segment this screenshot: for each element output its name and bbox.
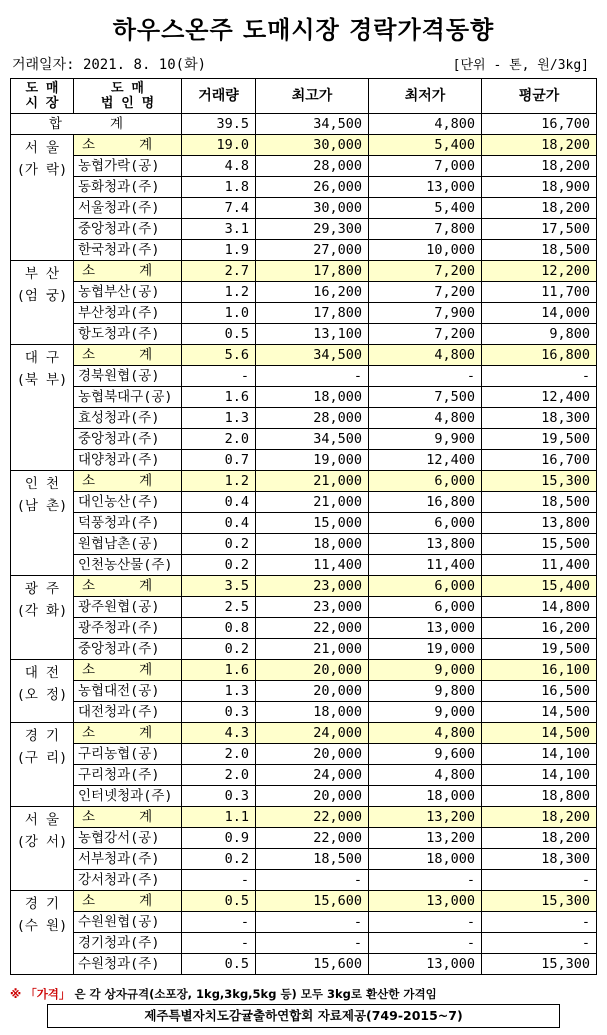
volume-cell: 1.6 xyxy=(182,387,256,408)
volume-cell: 7.4 xyxy=(182,198,256,219)
avg-price-cell: 18,200 xyxy=(482,156,597,177)
max-price-cell: 17,800 xyxy=(256,303,369,324)
volume-cell: 3.1 xyxy=(182,219,256,240)
corp-name: 대인농산(주) xyxy=(74,492,182,513)
avg-price-cell: 15,300 xyxy=(482,471,597,492)
corp-name: 광주청과(주) xyxy=(74,618,182,639)
volume-cell: 2.0 xyxy=(182,429,256,450)
table-row xyxy=(11,618,597,639)
corp-name: 덕풍청과(주) xyxy=(74,513,182,534)
table-row xyxy=(11,639,597,660)
corp-name: 소 계 xyxy=(74,345,182,366)
volume-cell: 1.0 xyxy=(182,303,256,324)
volume-cell: - xyxy=(182,366,256,387)
volume-cell: 2.7 xyxy=(182,261,256,282)
min-price-cell: 13,000 xyxy=(369,954,482,975)
subtotal-row xyxy=(11,891,597,912)
avg-price-cell: 14,500 xyxy=(482,723,597,744)
min-price-cell: 18,000 xyxy=(369,786,482,807)
max-price-cell: 19,000 xyxy=(256,450,369,471)
max-price-cell: 11,400 xyxy=(256,555,369,576)
volume-cell: 2.5 xyxy=(182,597,256,618)
avg-price-cell: 16,200 xyxy=(482,618,597,639)
volume-cell: 0.5 xyxy=(182,324,256,345)
volume-cell: 1.1 xyxy=(182,807,256,828)
volume-cell: 0.2 xyxy=(182,639,256,660)
unit-label: [단위 - 톤, 원/3kg] xyxy=(452,58,589,73)
min-price-cell: 7,200 xyxy=(369,261,482,282)
table-row xyxy=(11,156,597,177)
corp-name: 구리농협(공) xyxy=(74,744,182,765)
max-price-cell: 21,000 xyxy=(256,471,369,492)
footnote xyxy=(10,986,437,1002)
min-price-cell: 9,600 xyxy=(369,744,482,765)
corp-name: 수원원협(공) xyxy=(74,912,182,933)
header-market: 도 매 시 장 xyxy=(11,79,74,114)
corp-name: 농협대전(공) xyxy=(74,681,182,702)
header-max: 최고가 xyxy=(256,79,369,114)
market-name xyxy=(11,723,74,807)
subtotal-row xyxy=(11,135,597,156)
min-price-cell: - xyxy=(369,912,482,933)
corp-name: 농협부산(공) xyxy=(74,282,182,303)
min-price-cell: 12,400 xyxy=(369,450,482,471)
volume-cell: 4.3 xyxy=(182,723,256,744)
market-name xyxy=(11,891,74,975)
corp-name: 인터넷청과(주) xyxy=(74,786,182,807)
avg-price-cell: 15,300 xyxy=(482,954,597,975)
avg-price-cell: 16,700 xyxy=(482,450,597,471)
min-price-cell: 6,000 xyxy=(369,471,482,492)
volume-cell: 1.8 xyxy=(182,177,256,198)
market-district: (구 리) xyxy=(16,750,68,766)
market-name xyxy=(11,660,74,723)
total-label: 합 계 xyxy=(11,114,182,135)
max-price-cell: 21,000 xyxy=(256,492,369,513)
max-price-cell: 22,000 xyxy=(256,618,369,639)
max-price-cell: 13,100 xyxy=(256,324,369,345)
max-price-cell: 27,000 xyxy=(256,240,369,261)
corp-name: 인천농산물(주) xyxy=(74,555,182,576)
table-row xyxy=(11,681,597,702)
table-row xyxy=(11,933,597,954)
market-name xyxy=(11,471,74,576)
market-name xyxy=(11,345,74,471)
max-price-cell: 15,600 xyxy=(256,891,369,912)
max-price-cell: 20,000 xyxy=(256,660,369,681)
avg-price-cell: - xyxy=(482,912,597,933)
total-row xyxy=(11,114,597,135)
table-row xyxy=(11,555,597,576)
corp-name: 항도청과(주) xyxy=(74,324,182,345)
corp-name: 수원청과(주) xyxy=(74,954,182,975)
market-district: (각 화) xyxy=(16,603,68,619)
volume-cell: 0.2 xyxy=(182,849,256,870)
corp-name: 대양청과(주) xyxy=(74,450,182,471)
market-district: (강 서) xyxy=(16,834,68,850)
avg-price-cell: 13,800 xyxy=(482,513,597,534)
header-corp: 도 매 법 인 명 xyxy=(74,79,182,114)
corp-name: 대전청과(주) xyxy=(74,702,182,723)
avg-price-cell: 15,300 xyxy=(482,891,597,912)
min-price-cell: 4,800 xyxy=(369,765,482,786)
min-price-cell: 13,000 xyxy=(369,891,482,912)
page-title: 하우스온주 도매시장 경락가격동향 xyxy=(112,16,495,44)
volume-cell: 1.3 xyxy=(182,681,256,702)
table-row xyxy=(11,849,597,870)
table-row xyxy=(11,177,597,198)
min-price-cell: 13,800 xyxy=(369,534,482,555)
corp-name: 동화청과(주) xyxy=(74,177,182,198)
avg-price-cell: 14,100 xyxy=(482,765,597,786)
volume-cell: 0.3 xyxy=(182,702,256,723)
corp-name: 원협남촌(공) xyxy=(74,534,182,555)
max-price-cell: 26,000 xyxy=(256,177,369,198)
min-price-cell: 5,400 xyxy=(369,135,482,156)
total-volume: 39.5 xyxy=(182,114,256,135)
min-price-cell: 4,800 xyxy=(369,723,482,744)
min-price-cell: 10,000 xyxy=(369,240,482,261)
trade-date: 거래일자: 2021. 8. 10(화) xyxy=(12,57,207,73)
table-row xyxy=(11,492,597,513)
max-price-cell: 15,000 xyxy=(256,513,369,534)
avg-price-cell: 18,200 xyxy=(482,828,597,849)
avg-price-cell: 14,000 xyxy=(482,303,597,324)
table-row xyxy=(11,198,597,219)
corp-name: 효성청과(주) xyxy=(74,408,182,429)
volume-cell: 0.4 xyxy=(182,492,256,513)
table-row xyxy=(11,828,597,849)
volume-cell: 0.9 xyxy=(182,828,256,849)
market-city: 서 울 xyxy=(24,140,60,156)
min-price-cell: 9,000 xyxy=(369,702,482,723)
avg-price-cell: 15,400 xyxy=(482,576,597,597)
note-mark: ※ xyxy=(10,987,22,1001)
max-price-cell: 18,000 xyxy=(256,702,369,723)
volume-cell: 1.2 xyxy=(182,471,256,492)
header-avg: 평균가 xyxy=(482,79,597,114)
min-price-cell: 7,200 xyxy=(369,324,482,345)
avg-price-cell: 14,500 xyxy=(482,702,597,723)
market-name xyxy=(11,135,74,261)
volume-cell: 1.2 xyxy=(182,282,256,303)
volume-cell: 0.2 xyxy=(182,534,256,555)
max-price-cell: 28,000 xyxy=(256,408,369,429)
max-price-cell: 30,000 xyxy=(256,135,369,156)
avg-price-cell: 11,400 xyxy=(482,555,597,576)
volume-cell: 0.3 xyxy=(182,786,256,807)
total-avg: 16,700 xyxy=(482,114,597,135)
max-price-cell: 16,200 xyxy=(256,282,369,303)
min-price-cell: 9,800 xyxy=(369,681,482,702)
max-price-cell: 21,000 xyxy=(256,639,369,660)
avg-price-cell: - xyxy=(482,366,597,387)
table-row xyxy=(11,786,597,807)
table-row xyxy=(11,765,597,786)
volume-cell: 0.5 xyxy=(182,891,256,912)
max-price-cell: 18,000 xyxy=(256,534,369,555)
max-price-cell: 34,500 xyxy=(256,345,369,366)
avg-price-cell: 18,300 xyxy=(482,849,597,870)
volume-cell: 2.0 xyxy=(182,765,256,786)
min-price-cell: 5,400 xyxy=(369,198,482,219)
volume-cell: 0.7 xyxy=(182,450,256,471)
avg-price-cell: 16,100 xyxy=(482,660,597,681)
avg-price-cell: 19,500 xyxy=(482,429,597,450)
min-price-cell: 9,900 xyxy=(369,429,482,450)
max-price-cell: 29,300 xyxy=(256,219,369,240)
max-price-cell: 24,000 xyxy=(256,765,369,786)
market-district: (남 촌) xyxy=(16,498,68,514)
avg-price-cell: 18,500 xyxy=(482,240,597,261)
avg-price-cell: 18,900 xyxy=(482,177,597,198)
min-price-cell: 9,000 xyxy=(369,660,482,681)
corp-name: 소 계 xyxy=(74,807,182,828)
volume-cell: 4.8 xyxy=(182,156,256,177)
market-district: (가 락) xyxy=(16,162,68,178)
max-price-cell: 30,000 xyxy=(256,198,369,219)
corp-name: 소 계 xyxy=(74,135,182,156)
volume-cell: 1.6 xyxy=(182,660,256,681)
max-price-cell: 23,000 xyxy=(256,576,369,597)
volume-cell: 3.5 xyxy=(182,576,256,597)
volume-cell: 5.6 xyxy=(182,345,256,366)
table-row xyxy=(11,387,597,408)
market-city: 경 기 xyxy=(24,896,60,912)
volume-cell: 0.5 xyxy=(182,954,256,975)
market-district: (수 원) xyxy=(16,918,68,934)
volume-cell: 0.4 xyxy=(182,513,256,534)
min-price-cell: 19,000 xyxy=(369,639,482,660)
max-price-cell: 22,000 xyxy=(256,828,369,849)
table-row xyxy=(11,429,597,450)
corp-name: 중앙청과(주) xyxy=(74,639,182,660)
avg-price-cell: 18,200 xyxy=(482,135,597,156)
subtotal-row xyxy=(11,576,597,597)
corp-name: 구리청과(주) xyxy=(74,765,182,786)
min-price-cell: 7,500 xyxy=(369,387,482,408)
volume-cell: 0.8 xyxy=(182,618,256,639)
volume-cell: 1.9 xyxy=(182,240,256,261)
corp-name: 한국청과(주) xyxy=(74,240,182,261)
table-row xyxy=(11,240,597,261)
max-price-cell: 18,000 xyxy=(256,387,369,408)
subtotal-row xyxy=(11,261,597,282)
max-price-cell: - xyxy=(256,870,369,891)
avg-price-cell: 17,500 xyxy=(482,219,597,240)
subtotal-row xyxy=(11,345,597,366)
max-price-cell: 18,500 xyxy=(256,849,369,870)
volume-cell: - xyxy=(182,933,256,954)
volume-cell: 0.2 xyxy=(182,555,256,576)
avg-price-cell: 12,400 xyxy=(482,387,597,408)
min-price-cell: - xyxy=(369,933,482,954)
table-row xyxy=(11,450,597,471)
min-price-cell: 6,000 xyxy=(369,597,482,618)
avg-price-cell: 19,500 xyxy=(482,639,597,660)
volume-cell: 1.3 xyxy=(182,408,256,429)
table-row xyxy=(11,954,597,975)
corp-name: 소 계 xyxy=(74,723,182,744)
min-price-cell: 16,800 xyxy=(369,492,482,513)
avg-price-cell: 14,100 xyxy=(482,744,597,765)
min-price-cell: 7,900 xyxy=(369,303,482,324)
table-row xyxy=(11,870,597,891)
max-price-cell: 22,000 xyxy=(256,807,369,828)
min-price-cell: 11,400 xyxy=(369,555,482,576)
price-table xyxy=(10,78,597,975)
min-price-cell: 4,800 xyxy=(369,408,482,429)
corp-name: 소 계 xyxy=(74,471,182,492)
table-row xyxy=(11,597,597,618)
corp-name: 소 계 xyxy=(74,660,182,681)
corp-name: 농협강서(공) xyxy=(74,828,182,849)
table-row xyxy=(11,219,597,240)
corp-name: 중앙청과(주) xyxy=(74,429,182,450)
corp-name: 서부청과(주) xyxy=(74,849,182,870)
max-price-cell: 15,600 xyxy=(256,954,369,975)
min-price-cell: 6,000 xyxy=(369,513,482,534)
market-city: 인 천 xyxy=(24,476,60,492)
corp-name: 부산청과(주) xyxy=(74,303,182,324)
avg-price-cell: 11,700 xyxy=(482,282,597,303)
corp-name: 중앙청과(주) xyxy=(74,219,182,240)
header-min: 최저가 xyxy=(369,79,482,114)
market-city: 대 구 xyxy=(24,350,60,366)
avg-price-cell: - xyxy=(482,870,597,891)
market-name xyxy=(11,576,74,660)
corp-name: 소 계 xyxy=(74,576,182,597)
min-price-cell: 7,000 xyxy=(369,156,482,177)
avg-price-cell: 12,200 xyxy=(482,261,597,282)
max-price-cell: 23,000 xyxy=(256,597,369,618)
avg-price-cell: 15,500 xyxy=(482,534,597,555)
avg-price-cell: 18,200 xyxy=(482,807,597,828)
market-district: (북 부) xyxy=(16,372,68,388)
note-text: 은 각 상자규격(소포장, 1kg,3kg,5kg 등) 모두 3kg로 환산한 가격임 xyxy=(74,987,437,1001)
max-price-cell: - xyxy=(256,366,369,387)
market-name xyxy=(11,261,74,345)
avg-price-cell: 16,500 xyxy=(482,681,597,702)
min-price-cell: 7,200 xyxy=(369,282,482,303)
min-price-cell: 7,800 xyxy=(369,219,482,240)
market-district: (오 정) xyxy=(16,687,68,703)
table-row xyxy=(11,408,597,429)
max-price-cell: 17,800 xyxy=(256,261,369,282)
min-price-cell: 13,000 xyxy=(369,618,482,639)
max-price-cell: 34,500 xyxy=(256,429,369,450)
subtotal-row xyxy=(11,660,597,681)
table-row xyxy=(11,513,597,534)
table-row xyxy=(11,282,597,303)
corp-name: 서울청과(주) xyxy=(74,198,182,219)
volume-cell: 19.0 xyxy=(182,135,256,156)
note-highlight: 「가격」 xyxy=(25,987,71,1001)
table-row xyxy=(11,303,597,324)
avg-price-cell: 16,800 xyxy=(482,345,597,366)
market-city: 광 주 xyxy=(24,581,60,597)
min-price-cell: - xyxy=(369,366,482,387)
max-price-cell: - xyxy=(256,912,369,933)
max-price-cell: 20,000 xyxy=(256,744,369,765)
min-price-cell: 18,000 xyxy=(369,849,482,870)
market-city: 대 전 xyxy=(24,665,60,681)
corp-name: 소 계 xyxy=(74,261,182,282)
max-price-cell: 20,000 xyxy=(256,681,369,702)
source-box: 제주특별자치도감귤출하연합회 자료제공(749-2015~7) xyxy=(47,1004,560,1028)
corp-name: 경기청과(주) xyxy=(74,933,182,954)
table-row xyxy=(11,744,597,765)
volume-cell: - xyxy=(182,912,256,933)
avg-price-cell: 18,300 xyxy=(482,408,597,429)
volume-cell: 2.0 xyxy=(182,744,256,765)
avg-price-cell: 18,500 xyxy=(482,492,597,513)
min-price-cell: 13,200 xyxy=(369,807,482,828)
market-city: 경 기 xyxy=(24,728,60,744)
subtotal-row xyxy=(11,471,597,492)
table-row xyxy=(11,912,597,933)
min-price-cell: 6,000 xyxy=(369,576,482,597)
min-price-cell: 4,800 xyxy=(369,345,482,366)
avg-price-cell: 18,800 xyxy=(482,786,597,807)
min-price-cell: 13,000 xyxy=(369,177,482,198)
avg-price-cell: - xyxy=(482,933,597,954)
market-district: (엄 궁) xyxy=(16,288,68,304)
table-row xyxy=(11,324,597,345)
min-price-cell: 13,200 xyxy=(369,828,482,849)
max-price-cell: 24,000 xyxy=(256,723,369,744)
total-min: 4,800 xyxy=(369,114,482,135)
subtotal-row xyxy=(11,807,597,828)
header-row xyxy=(11,79,597,114)
max-price-cell: 20,000 xyxy=(256,786,369,807)
avg-price-cell: 18,200 xyxy=(482,198,597,219)
corp-name: 경북원협(공) xyxy=(74,366,182,387)
corp-name: 농협가락(공) xyxy=(74,156,182,177)
min-price-cell: - xyxy=(369,870,482,891)
corp-name: 광주원협(공) xyxy=(74,597,182,618)
total-max: 34,500 xyxy=(256,114,369,135)
market-city: 서 울 xyxy=(24,812,60,828)
avg-price-cell: 14,800 xyxy=(482,597,597,618)
header-volume: 거래량 xyxy=(182,79,256,114)
corp-name: 소 계 xyxy=(74,891,182,912)
avg-price-cell: 9,800 xyxy=(482,324,597,345)
subtotal-row xyxy=(11,723,597,744)
table-row xyxy=(11,702,597,723)
volume-cell: - xyxy=(182,870,256,891)
market-city: 부 산 xyxy=(24,266,60,282)
corp-name: 농협북대구(공) xyxy=(74,387,182,408)
max-price-cell: - xyxy=(256,933,369,954)
market-name xyxy=(11,807,74,891)
max-price-cell: 28,000 xyxy=(256,156,369,177)
corp-name: 강서청과(주) xyxy=(74,870,182,891)
table-row xyxy=(11,534,597,555)
table-row xyxy=(11,366,597,387)
